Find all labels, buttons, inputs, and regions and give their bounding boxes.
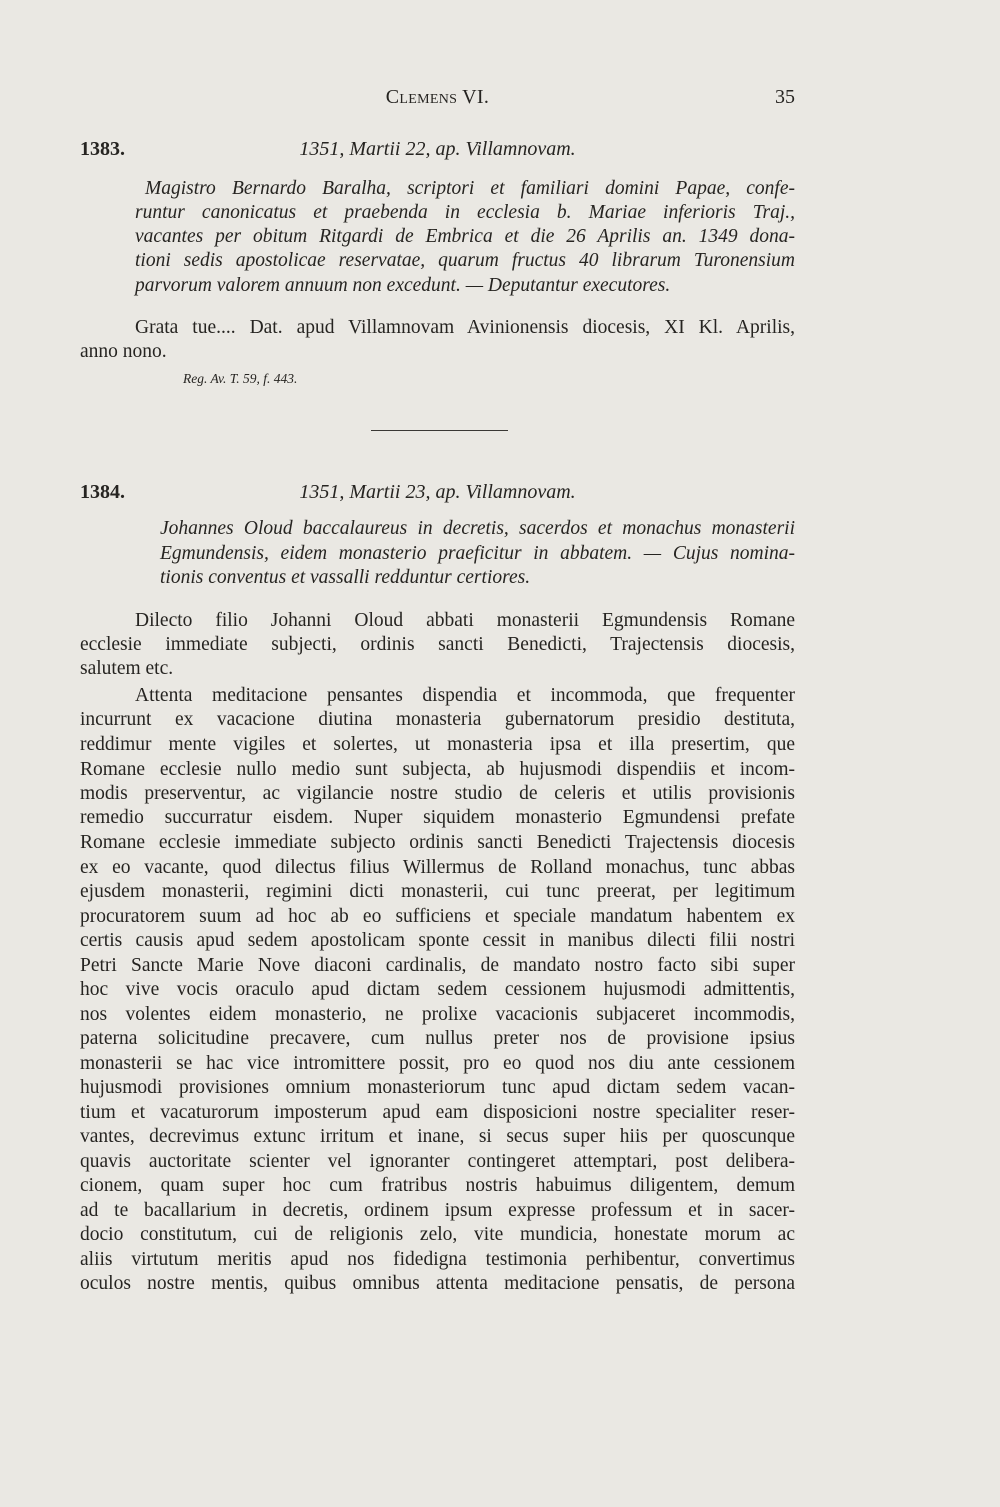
summary-line: tioni sedis apostolicae reservatae, quarum fructus 40 librarum Turonensium [135,250,795,271]
register-reference: Reg. Av. T. 59, f. 443. [183,371,298,386]
text-line: incurrunt ex vacacione diutina monasteria gubernatorum presidio destituta, [80,709,795,730]
text-line: modis preserventur, ac vigilancie nostre studio de celeris et utilis provisionis [80,783,795,804]
text-line: anno nono. [80,341,167,362]
summary-line: tionis conventus et vassalli redduntur certiores. [160,567,531,588]
text-line: oculos nostre mentis, quibus omnibus attenta meditacione pensatis, de persona [80,1273,795,1294]
text-line: Romane ecclesie nullo medio sunt subjecta, ab hujusmodi dispendiis et incom- [80,759,795,780]
text-line: remedio succurratur eisdem. Nuper siquidem monasterio Egmundensi prefate [80,807,795,828]
text-line: certis causis apud sedem apostolicam sponte cessit in manibus dilecti filii nostri [80,930,795,951]
text-line: aliis virtutum meritis apud nos fidedigna testimonia perhibentur, convertimus [80,1249,795,1270]
summary-line: Magistro Bernardo Baralha, scriptori et familiari domini Papae, confe- [145,178,795,199]
entry-date: 1351, Martii 22, ap. Villamnovam. [299,138,576,160]
page-header [80,86,795,112]
text-line: ecclesie immediate subjecti, ordinis sancti Benedicti, Trajectensis diocesis, [80,634,795,655]
entry-1384-heading [80,481,795,509]
text-line: docio constitutum, cui de religionis zelo, vite mundicia, honestate morum ac [80,1224,795,1245]
entry-1383-heading [80,138,795,166]
text-line: reddimur mente vigiles et solertes, ut monasteria ipsa et illa presertim, que [80,734,795,755]
page-number: 35 [775,86,795,108]
summary-line: Egmundensis, eidem monasterio praeficitur in abbatem. — Cujus nomina- [160,543,795,564]
text-line: salutem etc. [80,658,174,679]
text-line: Dilecto filio Johanni Oloud abbati monasterii Egmundensis Romane [135,610,795,631]
text-line: hujusmodi provisiones omnium monasteriorum tunc apud dictam sedem vacan- [80,1077,795,1098]
text-line: tium et vacaturorum imposterum apud eam disposicioni nostre specialiter reser- [80,1102,795,1123]
summary-line: Johannes Oloud baccalaureus in decretis, sacerdos et monachus monasterii [160,518,795,539]
text-line: quavis auctoritate scienter vel ignoranter contingeret attemptari, post delibera- [80,1151,795,1172]
text-line: hoc vive vocis oraculo apud dictam sedem cessionem hujusmodi admittentis, [80,979,795,1000]
text-line: nos volentes eidem monasterio, ne prolixe vacacionis subjaceret incommodis, [80,1004,795,1025]
text-line: Romane ecclesie immediate subjecto ordinis sancti Benedicti Trajectensis diocesis [80,832,795,853]
entry-date: 1351, Martii 23, ap. Villamnovam. [299,481,576,503]
text-line: monasterii se hac vice intromittere possit, pro eo quod nos diu ante cessionem [80,1053,795,1074]
text-line: procuratorem suum ad hoc ab eo sufficiens et speciale mandatum habentem ex [80,906,795,927]
text-line: ejusdem monasterii, regimini dicti monasterii, cui tunc preerat, per legitimum [80,881,795,902]
section-divider [371,430,508,431]
text-line: Attenta meditacione pensantes dispendia et incommoda, que frequenter [135,685,795,706]
text-line: ex eo vacante, quod dilectus filius Willermus de Rolland monachus, tunc abbas [80,857,795,878]
text-line: Grata tue.... Dat. apud Villamnovam Avinionensis diocesis, XI Kl. Aprilis, [135,317,795,338]
text-line: cionem, quam super hoc cum fratribus nostris habuimus diligentem, demum [80,1175,795,1196]
summary-line: vacantes per obitum Ritgardi de Embrica et die 26 Aprilis an. 1349 dona- [135,226,795,247]
entry-number: 1383. [80,138,125,160]
text-line: paterna solicitudine precavere, cum nullus preter nos de provisione ipsius [80,1028,795,1049]
summary-line: runtur canonicatus et praebenda in ecclesia b. Mariae inferioris Traj., [135,202,795,223]
entry-number: 1384. [80,481,125,503]
running-title: Clemens VI. [385,86,490,108]
text-line: ad te bacallarium in decretis, ordinem ipsum expresse professum et in sacer- [80,1200,795,1221]
summary-line: parvorum valorem annuum non excedunt. — Deputantur executores. [135,275,671,296]
text-line: Petri Sancte Marie Nove diaconi cardinalis, de mandato nostro facto sibi super [80,955,795,976]
text-line: vantes, decrevimus extunc irritum et inane, si secus super hiis per quoscunque [80,1126,795,1147]
